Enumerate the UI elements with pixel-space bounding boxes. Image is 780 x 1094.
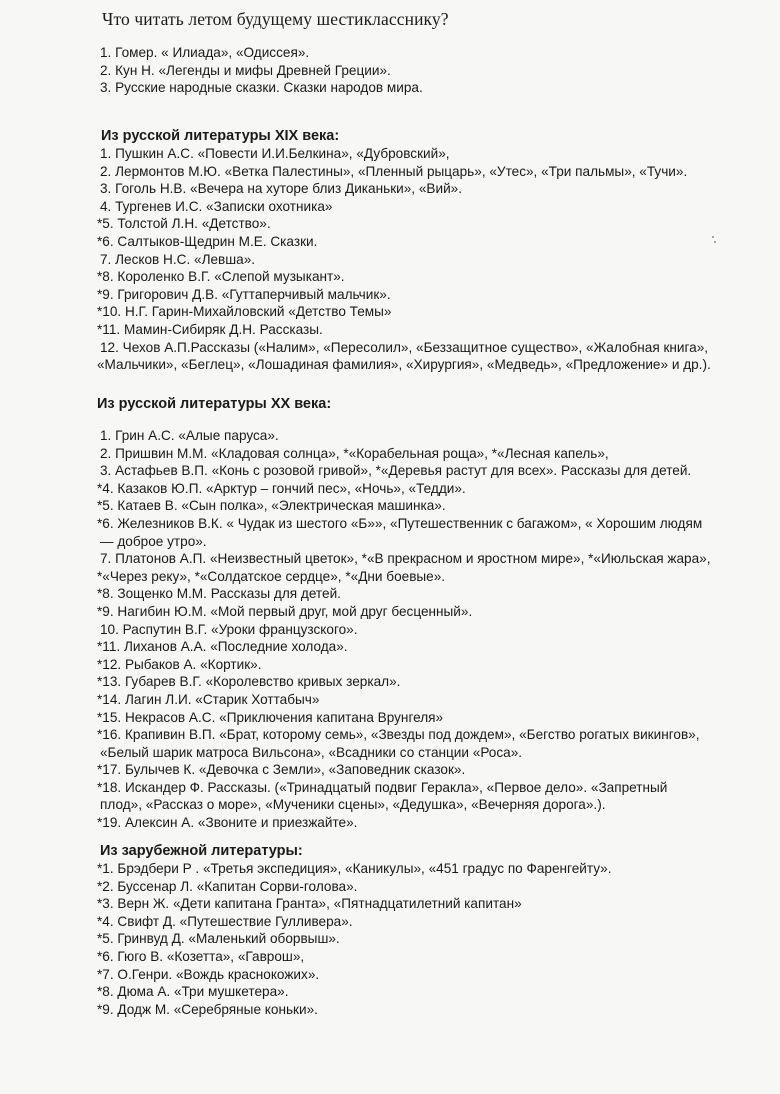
list-item: *17. Булычев К. «Девочка с Земли», «Заповедник сказок». [97, 762, 466, 778]
list-item: *18. Искандер Ф. Рассказы. («Тринадцатый подвиг Геракла», «Первое дело». «Запретный [97, 779, 668, 795]
list-item: *9. Додж М. «Серебряные коньки». [97, 1001, 318, 1017]
list-item-continuation: «Белый шарик матроса Вильсона», «Всадники со станции «Роса». [100, 744, 523, 760]
list-item: *19. Алексин А. «Звоните и приезжайте». [97, 815, 358, 831]
list-item: *16. Крапивин В.П. «Брат, которому семь», «Звезды под дождем», «Бегство рогатых викингов», [97, 727, 700, 743]
list-item: 2. Кун Н. «Легенды и мифы Древней Греции». [100, 62, 391, 78]
list-item: 3. Русские народные сказки. Сказки народов мира. [100, 80, 423, 96]
list-item: 2. Пришвин М.М. «Кладовая солнца», *«Корабельная роща», *«Лесная капель», [100, 445, 609, 461]
list-item: *9. Нагибин Ю.М. «Мой первый друг, мой друг бесценный». [97, 603, 473, 619]
list-item: *4. Казаков Ю.П. «Арктур – гончий пес», «Ночь», «Тедди». [97, 480, 466, 496]
list-item: *8. Короленко В.Г. «Слепой музыкант». [97, 269, 345, 285]
section-heading: Из зарубежной литературы: [100, 843, 303, 859]
list-item: *11. Лиханов А.А. «Последние холода». [97, 639, 348, 655]
scan-speck [714, 241, 716, 243]
list-item: 2. Лермонтов М.Ю. «Ветка Палестины», «Пленный рыцарь», «Утес», «Три пальмы», «Тучи». [100, 163, 688, 179]
list-item: *4. Свифт Д. «Путешествие Гулливера». [97, 913, 353, 929]
list-item: *2. Буссенар Л. «Капитан Сорви-голова». [97, 878, 358, 894]
list-item: 4. Тургенев И.С. «Записки охотника» [100, 198, 333, 214]
list-item: *3. Верн Ж. «Дети капитана Гранта», «Пятнадцатилетний капитан» [97, 896, 522, 912]
list-item: *15. Некрасов А.С. «Приключения капитана Врунгеля» [97, 709, 444, 725]
list-item: *10. Н.Г. Гарин-Михайловский «Детство Темы» [97, 304, 392, 320]
list-item: 7. Платонов А.П. «Неизвестный цветок», *«В прекрасном и яростном мире», *«Июльская жара», [100, 551, 711, 567]
page-title: Что читать летом будущему шестикласснику? [102, 9, 449, 29]
section-foreign [97, 843, 760, 1018]
intro-list [100, 44, 760, 97]
list-item: 1. Гомер. « Илиада», «Одиссея». [100, 45, 310, 60]
list-item: *13. Губарев В.Г. «Королевство кривых зеркал». [97, 674, 401, 690]
list-item: *12. Рыбаков А. «Кортик». [97, 656, 262, 672]
list-item: *9. Григорович Д.В. «Гуттаперчивый мальчик». [97, 286, 391, 302]
list-item-continuation: — доброе утро». [100, 533, 207, 549]
list-item-continuation: «Мальчики», «Беглец», «Лошадиная фамилия», «Хирургия», «Медведь», «Предложение» и др.). [97, 357, 711, 373]
section-xix [97, 128, 760, 374]
list-item: *1. Брэдбери Р . «Третья экспедиция», «Каникулы», «451 градус по Фаренгейту». [97, 861, 612, 876]
list-item: *6. Железников В.К. « Чудак из шестого «Б»», «Путешественник с багажом», « Хорошим людям [97, 515, 703, 531]
section-heading: Из русской литературы XX века: [97, 396, 332, 412]
list-item: 7. Лесков Н.С. «Левша». [100, 251, 256, 267]
list-item: *6. Салтыков-Щедрин М.Е. Сказки. [97, 233, 318, 249]
list-item: *7. О.Генри. «Вождь краснокожих». [97, 966, 320, 982]
list-item: 3. Астафьев В.П. «Конь с розовой гривой», *«Деревья растут для всех». Рассказы для детей. [100, 463, 692, 479]
list-item: 1. Грин А.С. «Алые паруса». [100, 428, 279, 443]
list-item-continuation: плод», «Рассказ о море», «Мученики сцены», «Дедушка», «Вечерняя дорога».). [100, 797, 606, 813]
list-item: *5. Толстой Л.Н. «Детство». [97, 216, 271, 232]
section-xx [97, 396, 760, 413]
list-item: *8. Дюма А. «Три мушкетера». [97, 984, 289, 1000]
section-xx-list [97, 427, 760, 832]
list-item: *5. Гринвуд Д. «Маленький оборвыш». [97, 931, 340, 947]
scan-speck [712, 236, 714, 238]
list-item: 3. Гоголь Н.В. «Вечера на хуторе близ Диканьки», «Вий». [100, 181, 463, 197]
list-item: *11. Мамин-Сибиряк Д.Н. Рассказы. [97, 321, 323, 337]
section-heading: Из русской литературы XIX века: [101, 128, 340, 144]
list-item: *6. Гюго В. «Козетта», «Гаврош», [97, 948, 305, 964]
list-item: 1. Пушкин А.С. «Повести И.И.Белкина», «Дубровский», [100, 146, 450, 161]
list-item: *8. Зощенко М.М. Рассказы для детей. [97, 586, 341, 602]
list-item: *14. Лагин Л.И. «Старик Хоттабыч» [97, 691, 320, 707]
list-item: *5. Катаев В. «Сын полка», «Электрическая машинка». [97, 498, 446, 514]
list-item: 12. Чехов А.П.Рассказы («Налим», «Пересолил», «Беззащитное существо», «Жалобная книга», [100, 339, 709, 355]
list-item-continuation: *«Через реку», *«Солдатское сердце», *«Дни боевые». [97, 568, 446, 584]
list-item: 10. Распутин В.Г. «Уроки французского». [100, 621, 358, 637]
